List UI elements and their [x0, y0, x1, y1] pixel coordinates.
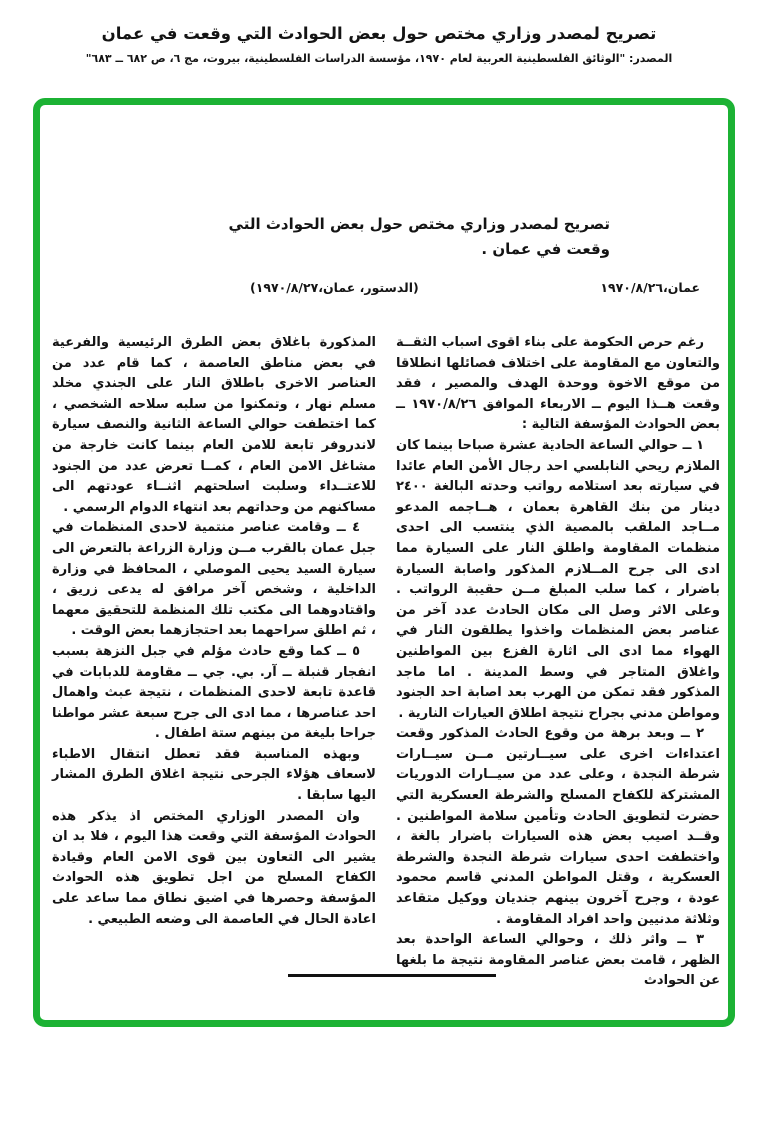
body-paragraph: رغم حرص الحكومة على بناء اقوى اسباب الثقــة والتعاون مع المقاومة على اختلاف فصائلها انطلاقا من موقع الاخوة ووحدة الهدف والمصير ، فقد وقعت هــذا اليوم ــ الاربعاء الموافق ١٩٧٠/٨/٢٦ ــ بعض الحوادث المؤسفة التالية : — [396, 335, 720, 433]
column-right — [396, 333, 720, 992]
body-paragraph: وبهذه المناسبة فقد تعطل انتقال الاطباء لاسعاف هؤلاء الجرحى نتيجة اغلاق الطرق المشار اليها سابقا . — [52, 746, 376, 804]
document-title-line1: تصريح لمصدر وزاري مختص حول بعض الحوادث التي — [228, 215, 610, 233]
page-header-title: تصريح لمصدر وزاري مختص حول بعض الحوادث التي وقعت في عمان — [101, 24, 657, 43]
body-paragraph: ١ ــ حوالي الساعة الحادية عشرة صباحا بينما كان الملازم ريحي النابلسي احد رجال الأمن العام عائدا في سيارته بعد استلامه رواتب وحدته البالغة ٢٤٠٠ دينار من بنك القاهرة بعمان ، هــاجمه المدعو مــاجد الملقب بالمصية الذي ينتسب الى احدى منظمات المقاومة واطلق النار على السيارة مما ادى الى جرح المــلازم المذكور واصابة السيارة باضرار ، كما سلب المبلغ مــن حقيبة الرواتب . وعلى الاثر وصل الى مكان الحادث عدد آخر من عناصر بعض المنظمات واخذوا يطلقون النار في الهواء مما ادى الى اثارة الفزع بين المواطنين واغلاق المتاجر في وسط المدينة . اما ماجد المذكور فقد تمكن من الهرب بعد اصابة احد الجنود ومواطن مدني بجراح نتيجة اطلاق العيارات النارية . — [396, 437, 720, 721]
two-column-text — [40, 333, 728, 992]
dateline-place-date: عمان،١٩٧٠/٨/٢٦ — [600, 280, 700, 295]
body-paragraph: ٥ ــ كما وقع حادث مؤلم في جبل النزهة بسبب انفجار قنبلة ــ آر. بي. جي ــ مقاومة للدبابات في قاعدة تابعة لاحدى المنظمات ، نتيجة عبث واهمال احد عناصرها ، مما ادى الى جرح سبعة عشر مواطنا جراحا بليغة من بينهم ستة اطفال . — [52, 643, 376, 742]
body-paragraph: المذكورة باغلاق بعض الطرق الرئيسية والفرعية في بعض مناطق العاصمة ، كما قام عدد من العناصر الاخرى باطلاق النار على الجندي مخلد مسلم نهار ، وتمكنوا من سلبه سلاحه الشخصي ، كما اختطفت حوالي الساعة الثانية والنصف سيارة لاندروفر تابعة للامن العام بينما كانت خارجة من مشاغل الامن العام ، كمــا تعرض عدد من الجنود للاعتــداء وسلبت اسلحتهم اثنــاء عودتهم الى مساكنهم من وحداتهم بعد انتهاء الدوام الرسمي . — [52, 335, 376, 515]
green-frame — [33, 98, 735, 1027]
column-left — [52, 333, 376, 992]
document-title — [40, 212, 610, 262]
body-paragraph: ٣ ــ واثر ذلك ، وحوالي الساعة الواحدة بعد الظهر ، قامت بعض عناصر المقاومة نتيجة ما بلغها عن الحوادث — [396, 932, 720, 989]
dateline — [40, 280, 728, 295]
body-paragraph: وان المصدر الوزاري المختص اذ يذكر هذه الحوادث المؤسفة التي وقعت هذا اليوم ، فلا بد ان يشير الى التعاون بين قوى الامن العام وقيادة الكفاح المسلح من اجل تطويق هذه الحوادث المؤسفة وحصرها في اضيق نطاق مما ساعد على اعادة الحال في العاصمة الى وضعه الطبيعي . — [52, 808, 376, 927]
document-title-line2: وقعت في عمان . — [481, 240, 610, 258]
body-paragraph: ٢ ــ وبعد برهة من وقوع الحادث المذكور وقعت اعتداءات اخرى على سيــارتين مــن سيــارات شرطة النجدة ، وعلى عدد من سيــارات الدوريات المشتركة للكفاح المسلح والشرطة العسكرية التي حضرت لتطويق الحادث وتأمين سلامة المواطنين . وقــد اصيب بعض هذه السيارات باضرار بالغة ، واختطفت احدى سيارات شرطة النجدة والشرطة العسكرية ، وقتل المواطن المدني قاسم محمود عودة ، وجرح آخرون بينهم جنديان ووكيل متقاعد وثلاثة مدنيين واحد افراد المقاومة . — [396, 726, 720, 927]
footer-rule — [288, 974, 496, 977]
page-header-source: المصدر: "الوثائق الفلسطينية العربية لعام ١٩٧٠، مؤسسة الدراسات الفلسطينية، بيروت، مج ٦، ص ٦٨٢ ــ ٦٨٣" — [85, 52, 673, 65]
dateline-source-ref: (الدستور، عمان،١٩٧٠/٨/٢٧) — [250, 280, 419, 295]
page-header — [0, 24, 758, 65]
body-paragraph: ٤ ــ وقامت عناصر منتمية لاحدى المنظمات في جبل عمان بالقرب مــن وزارة الزراعة بالتعرض الى سيارة السيد يحيى الموصلي ، المحافظ في وزارة الداخلية ، وشخص آخر مرافق له يدعى زريق ، واقتادوهما الى مكتب تلك المنظمة للتحقيق معهما ، ثم اطلق سراحهما بعد احتجازهما بعض الوقت . — [52, 520, 376, 639]
document-body — [40, 212, 728, 1127]
